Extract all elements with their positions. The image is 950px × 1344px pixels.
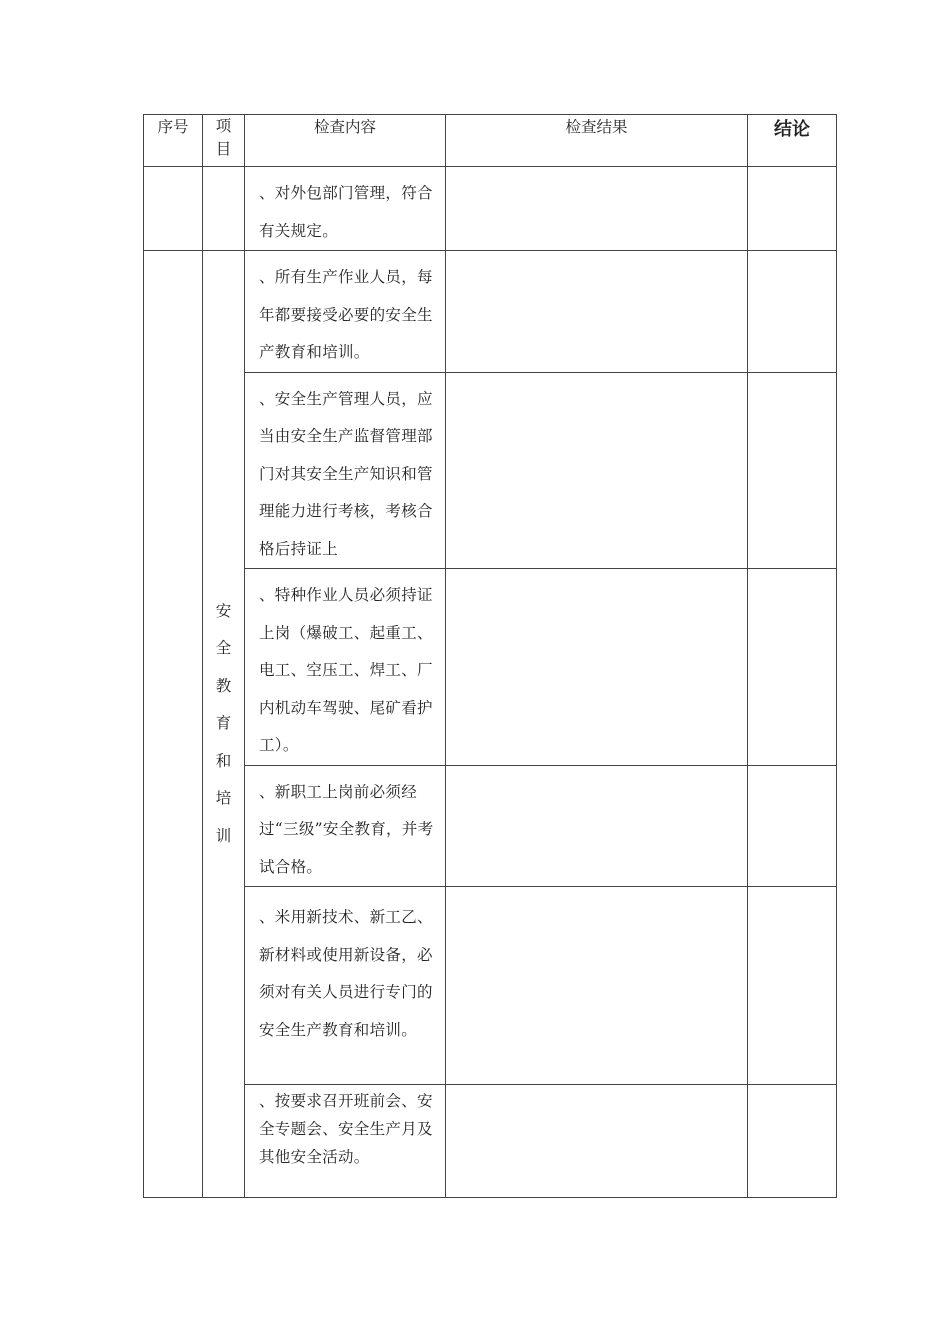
content-cell xyxy=(245,887,446,1085)
conclusion-cell xyxy=(748,569,837,766)
header-item-line2: 目 xyxy=(215,140,232,158)
table-row xyxy=(144,167,837,251)
table-row xyxy=(144,887,837,1085)
inspection-table xyxy=(143,114,837,1198)
content-cell xyxy=(245,167,446,251)
item-char: 培 xyxy=(215,789,232,808)
item-cell-safety-education xyxy=(203,251,245,1198)
content-text: 、安全生产管理人员，应当由安全生产监督管理部门对其安全生产知识和管理能力进行考核，考核合格后持证上 xyxy=(259,389,433,558)
result-cell xyxy=(446,569,748,766)
item-char: 和 xyxy=(215,751,232,770)
conclusion-cell xyxy=(748,887,837,1085)
content-text: 、所有生产作业人员，每年都要接受必要的安全生产教育和培训。 xyxy=(259,268,433,361)
result-cell xyxy=(446,372,748,569)
content-text: 、新职工上岗前必须经过“三级”安全教育，并考试合格。 xyxy=(259,782,434,876)
header-seq: 序号 xyxy=(144,115,203,167)
seq-cell xyxy=(144,167,203,251)
item-char: 全 xyxy=(215,639,232,658)
content-text: 、米用新技术、新工乙、新材料或使用新设备，必须对有关人员进行专门的安全生产教育和培训。 xyxy=(259,908,433,1039)
conclusion-cell xyxy=(748,251,837,373)
content-cell xyxy=(245,765,446,887)
table-row xyxy=(144,372,837,569)
conclusion-cell xyxy=(748,372,837,569)
conclusion-cell xyxy=(748,1085,837,1198)
result-cell xyxy=(446,887,748,1085)
item-char: 训 xyxy=(215,826,232,845)
result-cell xyxy=(446,167,748,251)
content-text: 、特种作业人员必须持证上岗（爆破工、起重工、电工、空压工、焊工、厂内机动车驾驶、尾矿看护工）。 xyxy=(259,586,433,754)
header-row xyxy=(144,115,837,167)
conclusion-cell xyxy=(748,167,837,251)
table-row xyxy=(144,569,837,766)
result-cell xyxy=(446,1085,748,1198)
header-result: 检查结果 xyxy=(446,115,748,167)
item-char: 教 xyxy=(215,676,232,695)
content-text: 、对外包部门管理，符合有关规定。 xyxy=(259,184,433,240)
seq-cell xyxy=(144,251,203,1198)
table-row xyxy=(144,251,837,373)
result-cell xyxy=(446,251,748,373)
content-cell xyxy=(245,569,446,766)
content-cell xyxy=(245,1085,446,1198)
header-content: 检查内容 xyxy=(245,115,446,167)
header-item xyxy=(203,115,245,167)
item-char: 安 xyxy=(215,602,232,621)
table-row xyxy=(144,765,837,887)
content-cell xyxy=(245,251,446,373)
header-item-line1: 项 xyxy=(215,117,232,135)
header-conclusion: 结论 xyxy=(748,115,837,167)
table-row xyxy=(144,1085,837,1198)
item-char: 育 xyxy=(215,714,232,733)
content-text: 、按要求召开班前会、安全专题会、安全生产月及其他安全活动。 xyxy=(259,1092,433,1166)
item-cell xyxy=(203,167,245,251)
content-cell xyxy=(245,372,446,569)
conclusion-cell xyxy=(748,765,837,887)
result-cell xyxy=(446,765,748,887)
